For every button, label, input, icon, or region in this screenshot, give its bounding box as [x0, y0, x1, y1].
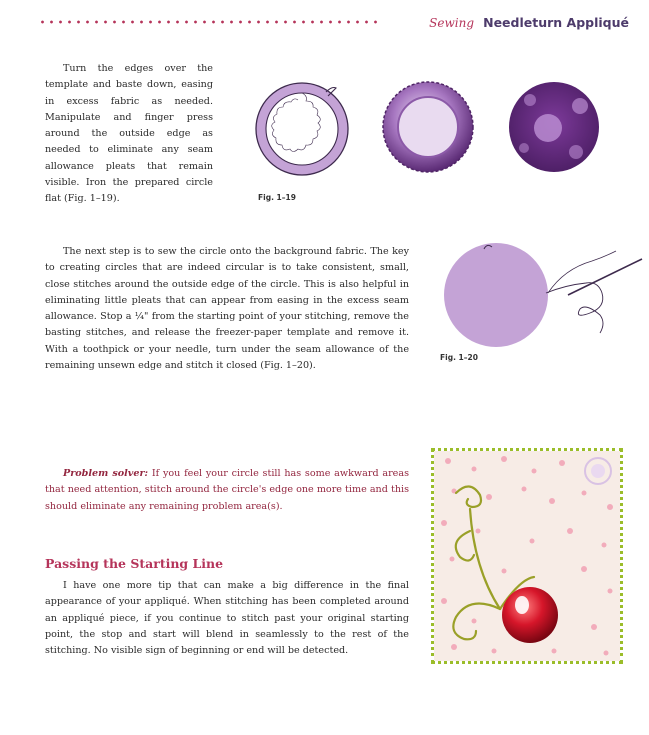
paragraph-sew-circle: The next step is to sew the circle onto the background fabric. The key to creating circles that are indeed circular is to take consistent, small, close stitches around the outside edge of the circle. This is also helpful in eliminating little pleats that can appear from easing in the excess seam allowance. Stop a ¼" from the starting point of your stitching, remove the basting stitches, and release the freezer-paper template and remove it. With a toothpick or your needle, turn under the seam allowance of the remaining unsewn edge and stitch it closed (Fig. 1–20).	[45, 246, 409, 372]
pressed-fabric-circle	[509, 82, 599, 172]
cherry-photo-drawing	[434, 451, 620, 661]
running-head-title: Needleturn Appliqué	[483, 15, 629, 30]
cherry-quilt-photo	[431, 448, 623, 664]
problem-solver-tip	[45, 466, 409, 515]
problem-solver-label: Problem solver:	[63, 468, 149, 479]
figure-1-19	[248, 76, 620, 191]
problem-solver-body: If you feel your circle still has some awkward areas that need attention, stitch around the circle's edge one more time and this should eliminate any remaining problem area(s).	[45, 468, 409, 512]
header-dotted-rule	[38, 20, 383, 24]
figure-1-20	[436, 243, 646, 353]
basted-fabric-circle	[383, 82, 473, 172]
sewn-circle-drawing	[444, 243, 548, 347]
caption-fig-1-20: Fig. 1–20	[440, 353, 478, 362]
section-heading: Passing the Starting Line	[45, 556, 224, 571]
paragraph-passing-start: I have one more tip that can make a big difference in the final appearance of your appliqué. When stitching has been completed around an appliqué piece, if you continue to stitch past your original starting point, the stop and start will blend in seamlessly to the rest of the stitching. No visible sign of beginning or end will be detected.	[45, 580, 409, 657]
template-ring-drawing	[256, 83, 348, 175]
needle-and-thread-drawing	[546, 251, 642, 333]
running-head	[429, 12, 629, 31]
paragraph-prepare-circle: Turn the edges over the template and baste down, easing in excess fabric as needed. Manipulate and finger press around the outside edge as needed to eliminate any seam allowance pleats that remain visible. Iron the prepared circle flat (Fig. 1–19).	[45, 63, 213, 205]
caption-fig-1-19: Fig. 1–19	[258, 193, 296, 202]
running-head-section: Sewing	[429, 16, 475, 30]
